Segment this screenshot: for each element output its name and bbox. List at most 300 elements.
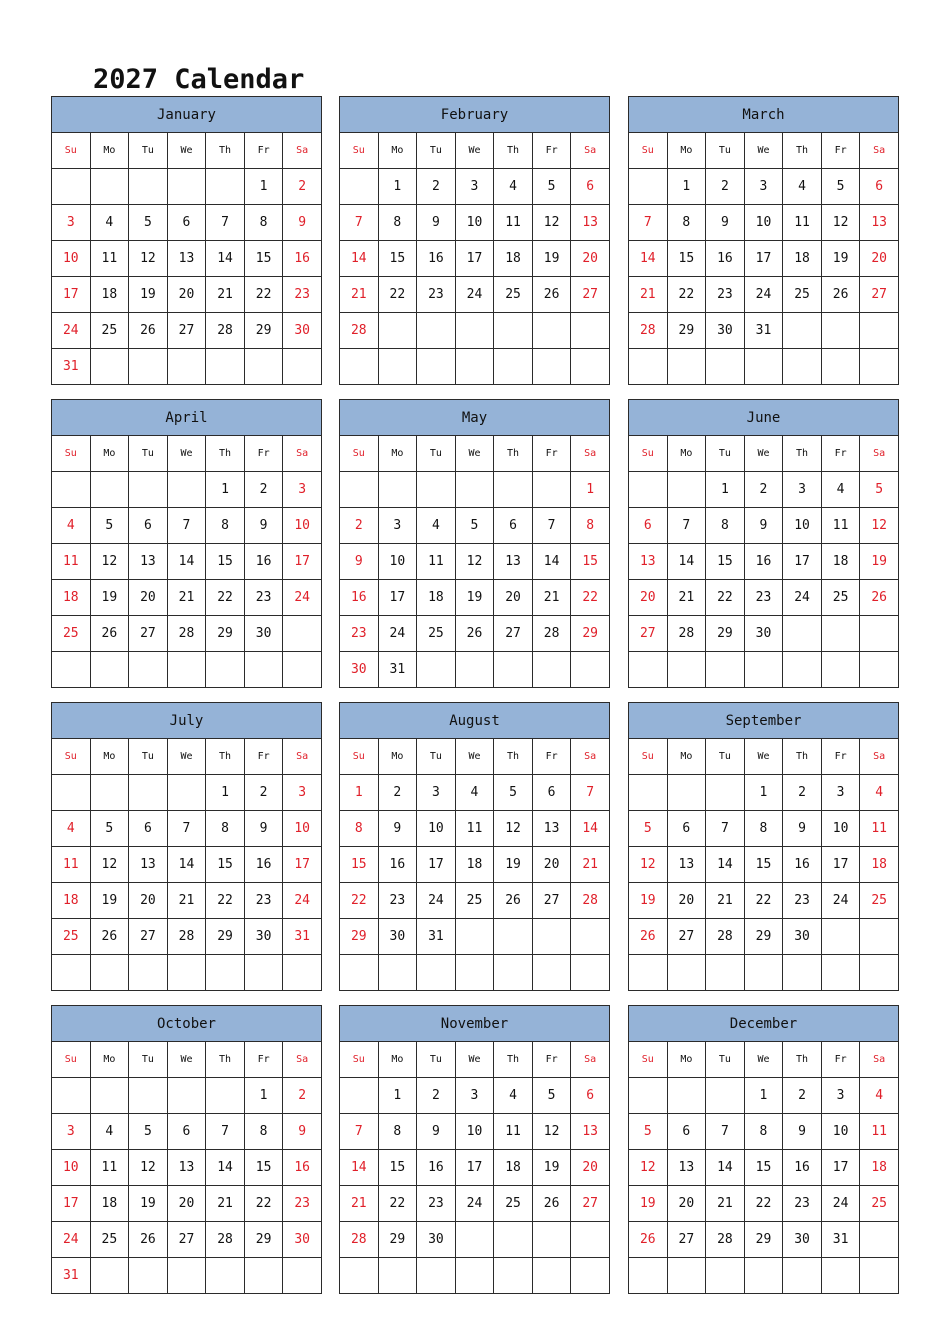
day-cell: 9 bbox=[783, 811, 822, 847]
weekday-label: Sa bbox=[571, 739, 610, 775]
month-name: April bbox=[52, 400, 322, 436]
weekday-label: Th bbox=[494, 1042, 533, 1078]
day-cell: 6 bbox=[167, 205, 206, 241]
day-cell: 22 bbox=[378, 1186, 417, 1222]
weekday-label: We bbox=[455, 133, 494, 169]
weekday-label: We bbox=[167, 133, 206, 169]
day-cell: 23 bbox=[744, 580, 783, 616]
day-cell: 16 bbox=[340, 580, 379, 616]
week-row bbox=[629, 919, 899, 955]
day-cell: 16 bbox=[378, 847, 417, 883]
empty-cell bbox=[455, 1222, 494, 1258]
empty-cell bbox=[417, 313, 456, 349]
week-row bbox=[340, 205, 610, 241]
empty-cell bbox=[860, 919, 899, 955]
day-cell: 11 bbox=[417, 544, 456, 580]
day-cell: 8 bbox=[244, 205, 283, 241]
month-july bbox=[51, 702, 322, 987]
day-cell: 8 bbox=[744, 811, 783, 847]
day-cell: 5 bbox=[629, 1114, 668, 1150]
weekday-label: Su bbox=[52, 133, 91, 169]
weekday-label: Tu bbox=[417, 436, 456, 472]
month-march bbox=[628, 96, 899, 381]
empty-cell bbox=[206, 955, 245, 991]
day-cell: 11 bbox=[860, 1114, 899, 1150]
day-cell: 8 bbox=[571, 508, 610, 544]
day-cell: 9 bbox=[706, 205, 745, 241]
empty-cell bbox=[90, 472, 129, 508]
day-cell: 31 bbox=[417, 919, 456, 955]
day-cell: 2 bbox=[244, 775, 283, 811]
day-cell: 15 bbox=[667, 241, 706, 277]
day-cell: 21 bbox=[667, 580, 706, 616]
empty-cell bbox=[532, 313, 571, 349]
empty-cell bbox=[52, 1078, 91, 1114]
week-row bbox=[52, 1078, 322, 1114]
empty-cell bbox=[744, 652, 783, 688]
month-table bbox=[339, 702, 610, 991]
day-cell: 31 bbox=[52, 349, 91, 385]
day-cell: 3 bbox=[283, 472, 322, 508]
week-row bbox=[340, 349, 610, 385]
empty-cell bbox=[283, 349, 322, 385]
week-row bbox=[340, 544, 610, 580]
day-cell: 8 bbox=[667, 205, 706, 241]
empty-cell bbox=[783, 349, 822, 385]
empty-cell bbox=[378, 472, 417, 508]
empty-cell bbox=[860, 313, 899, 349]
day-cell: 15 bbox=[378, 241, 417, 277]
day-cell: 12 bbox=[532, 1114, 571, 1150]
day-cell: 22 bbox=[378, 277, 417, 313]
day-cell: 2 bbox=[783, 775, 822, 811]
day-cell: 1 bbox=[667, 169, 706, 205]
day-cell: 25 bbox=[494, 277, 533, 313]
day-cell: 13 bbox=[532, 811, 571, 847]
day-cell: 28 bbox=[706, 1222, 745, 1258]
weekday-label: Su bbox=[52, 739, 91, 775]
empty-cell bbox=[629, 349, 668, 385]
day-cell: 26 bbox=[494, 883, 533, 919]
day-cell: 31 bbox=[52, 1258, 91, 1294]
weekday-label: Th bbox=[206, 1042, 245, 1078]
day-cell: 19 bbox=[90, 883, 129, 919]
empty-cell bbox=[455, 652, 494, 688]
day-cell: 1 bbox=[378, 1078, 417, 1114]
day-cell: 1 bbox=[706, 472, 745, 508]
day-cell: 10 bbox=[52, 1150, 91, 1186]
weekday-label: Tu bbox=[129, 739, 168, 775]
day-cell: 3 bbox=[744, 169, 783, 205]
day-cell: 12 bbox=[90, 847, 129, 883]
weekday-label: Su bbox=[52, 1042, 91, 1078]
empty-cell bbox=[494, 472, 533, 508]
day-cell: 24 bbox=[378, 616, 417, 652]
weekday-label: Sa bbox=[283, 1042, 322, 1078]
month-table bbox=[51, 96, 322, 385]
day-cell: 19 bbox=[129, 277, 168, 313]
day-cell: 16 bbox=[706, 241, 745, 277]
weekday-label: Sa bbox=[283, 133, 322, 169]
week-row bbox=[629, 1222, 899, 1258]
empty-cell bbox=[629, 955, 668, 991]
week-row bbox=[52, 1258, 322, 1294]
empty-cell bbox=[455, 349, 494, 385]
week-row bbox=[52, 1222, 322, 1258]
day-cell: 7 bbox=[167, 811, 206, 847]
empty-cell bbox=[706, 349, 745, 385]
day-cell: 15 bbox=[571, 544, 610, 580]
weekday-label: Mo bbox=[90, 133, 129, 169]
day-cell: 23 bbox=[283, 1186, 322, 1222]
day-cell: 3 bbox=[417, 775, 456, 811]
weekday-label: Th bbox=[494, 133, 533, 169]
empty-cell bbox=[90, 1078, 129, 1114]
day-cell: 13 bbox=[167, 1150, 206, 1186]
day-cell: 21 bbox=[706, 883, 745, 919]
week-row bbox=[629, 883, 899, 919]
day-cell: 16 bbox=[417, 241, 456, 277]
day-cell: 7 bbox=[206, 205, 245, 241]
day-cell: 31 bbox=[283, 919, 322, 955]
empty-cell bbox=[629, 1078, 668, 1114]
weekday-label: Mo bbox=[378, 739, 417, 775]
day-cell: 25 bbox=[783, 277, 822, 313]
day-cell: 5 bbox=[129, 1114, 168, 1150]
day-cell: 1 bbox=[744, 1078, 783, 1114]
week-row bbox=[629, 277, 899, 313]
weekday-label: Su bbox=[340, 1042, 379, 1078]
day-cell: 9 bbox=[244, 811, 283, 847]
month-november bbox=[339, 1005, 610, 1290]
empty-cell bbox=[129, 955, 168, 991]
empty-cell bbox=[571, 349, 610, 385]
day-cell: 6 bbox=[167, 1114, 206, 1150]
weekday-label: Fr bbox=[821, 739, 860, 775]
day-cell: 20 bbox=[532, 847, 571, 883]
day-cell: 22 bbox=[340, 883, 379, 919]
weekday-label: Sa bbox=[283, 436, 322, 472]
day-cell: 8 bbox=[206, 811, 245, 847]
day-cell: 5 bbox=[90, 508, 129, 544]
day-cell: 9 bbox=[378, 811, 417, 847]
week-row bbox=[52, 349, 322, 385]
day-cell: 17 bbox=[283, 847, 322, 883]
day-cell: 24 bbox=[744, 277, 783, 313]
day-cell: 9 bbox=[783, 1114, 822, 1150]
day-cell: 29 bbox=[706, 616, 745, 652]
day-cell: 18 bbox=[494, 1150, 533, 1186]
day-cell: 26 bbox=[629, 1222, 668, 1258]
day-cell: 14 bbox=[706, 847, 745, 883]
day-cell: 30 bbox=[378, 919, 417, 955]
day-cell: 4 bbox=[52, 811, 91, 847]
day-cell: 16 bbox=[244, 847, 283, 883]
empty-cell bbox=[378, 313, 417, 349]
empty-cell bbox=[494, 652, 533, 688]
day-cell: 4 bbox=[417, 508, 456, 544]
day-cell: 2 bbox=[744, 472, 783, 508]
week-row bbox=[340, 241, 610, 277]
week-row bbox=[629, 349, 899, 385]
day-cell: 17 bbox=[417, 847, 456, 883]
empty-cell bbox=[417, 472, 456, 508]
day-cell: 9 bbox=[244, 508, 283, 544]
day-cell: 5 bbox=[129, 205, 168, 241]
weekday-label: Tu bbox=[706, 133, 745, 169]
weekday-label: Su bbox=[629, 436, 668, 472]
week-row bbox=[340, 472, 610, 508]
day-cell: 6 bbox=[129, 508, 168, 544]
empty-cell bbox=[52, 472, 91, 508]
week-row bbox=[629, 1078, 899, 1114]
day-cell: 16 bbox=[783, 1150, 822, 1186]
empty-cell bbox=[706, 775, 745, 811]
empty-cell bbox=[860, 955, 899, 991]
day-cell: 27 bbox=[667, 919, 706, 955]
day-cell: 26 bbox=[129, 1222, 168, 1258]
empty-cell bbox=[129, 472, 168, 508]
week-row bbox=[52, 241, 322, 277]
day-cell: 12 bbox=[129, 1150, 168, 1186]
month-table bbox=[51, 399, 322, 688]
month-name: January bbox=[52, 97, 322, 133]
day-cell: 6 bbox=[532, 775, 571, 811]
day-cell: 13 bbox=[167, 241, 206, 277]
day-cell: 23 bbox=[283, 277, 322, 313]
day-cell: 23 bbox=[706, 277, 745, 313]
weekday-label: We bbox=[455, 1042, 494, 1078]
weekday-label: Su bbox=[340, 133, 379, 169]
empty-cell bbox=[455, 955, 494, 991]
empty-cell bbox=[571, 955, 610, 991]
empty-cell bbox=[494, 1222, 533, 1258]
day-cell: 15 bbox=[206, 847, 245, 883]
empty-cell bbox=[860, 349, 899, 385]
month-name: September bbox=[629, 703, 899, 739]
week-row bbox=[340, 616, 610, 652]
day-cell: 4 bbox=[860, 1078, 899, 1114]
empty-cell bbox=[206, 1078, 245, 1114]
day-cell: 10 bbox=[378, 544, 417, 580]
day-cell: 22 bbox=[206, 883, 245, 919]
weekday-label: We bbox=[744, 133, 783, 169]
weekday-label: Mo bbox=[378, 1042, 417, 1078]
empty-cell bbox=[494, 955, 533, 991]
week-row bbox=[340, 508, 610, 544]
empty-cell bbox=[206, 349, 245, 385]
day-cell: 3 bbox=[455, 169, 494, 205]
empty-cell bbox=[629, 652, 668, 688]
week-row bbox=[629, 775, 899, 811]
weekday-label: Fr bbox=[244, 1042, 283, 1078]
empty-cell bbox=[667, 349, 706, 385]
empty-cell bbox=[206, 169, 245, 205]
empty-cell bbox=[571, 1222, 610, 1258]
weekday-label: Tu bbox=[417, 739, 456, 775]
empty-cell bbox=[629, 775, 668, 811]
month-table bbox=[628, 96, 899, 385]
day-cell: 24 bbox=[455, 277, 494, 313]
empty-cell bbox=[283, 1258, 322, 1294]
day-cell: 15 bbox=[206, 544, 245, 580]
empty-cell bbox=[167, 169, 206, 205]
weekday-label: Su bbox=[629, 1042, 668, 1078]
day-cell: 24 bbox=[283, 883, 322, 919]
day-cell: 3 bbox=[283, 775, 322, 811]
day-cell: 4 bbox=[90, 205, 129, 241]
weekday-label: Fr bbox=[532, 1042, 571, 1078]
week-row bbox=[629, 811, 899, 847]
day-cell: 17 bbox=[52, 277, 91, 313]
day-cell: 15 bbox=[340, 847, 379, 883]
month-name: May bbox=[340, 400, 610, 436]
day-cell: 23 bbox=[244, 883, 283, 919]
day-cell: 20 bbox=[667, 883, 706, 919]
week-row bbox=[52, 847, 322, 883]
day-cell: 4 bbox=[783, 169, 822, 205]
day-cell: 10 bbox=[52, 241, 91, 277]
day-cell: 25 bbox=[455, 883, 494, 919]
day-cell: 4 bbox=[821, 472, 860, 508]
empty-cell bbox=[667, 1258, 706, 1294]
day-cell: 10 bbox=[455, 1114, 494, 1150]
week-row bbox=[52, 472, 322, 508]
empty-cell bbox=[90, 349, 129, 385]
empty-cell bbox=[90, 652, 129, 688]
day-cell: 12 bbox=[129, 241, 168, 277]
day-cell: 21 bbox=[340, 277, 379, 313]
empty-cell bbox=[206, 1258, 245, 1294]
day-cell: 18 bbox=[52, 580, 91, 616]
empty-cell bbox=[90, 169, 129, 205]
week-row bbox=[629, 205, 899, 241]
day-cell: 21 bbox=[629, 277, 668, 313]
day-cell: 14 bbox=[167, 544, 206, 580]
day-cell: 2 bbox=[783, 1078, 822, 1114]
day-cell: 27 bbox=[532, 883, 571, 919]
day-cell: 22 bbox=[744, 1186, 783, 1222]
day-cell: 29 bbox=[340, 919, 379, 955]
day-cell: 26 bbox=[455, 616, 494, 652]
day-cell: 26 bbox=[532, 277, 571, 313]
week-row bbox=[629, 652, 899, 688]
day-cell: 22 bbox=[744, 883, 783, 919]
day-cell: 11 bbox=[821, 508, 860, 544]
day-cell: 7 bbox=[571, 775, 610, 811]
day-cell: 1 bbox=[206, 775, 245, 811]
week-row bbox=[52, 811, 322, 847]
empty-cell bbox=[783, 616, 822, 652]
day-cell: 16 bbox=[417, 1150, 456, 1186]
weekday-label: We bbox=[455, 436, 494, 472]
empty-cell bbox=[90, 1258, 129, 1294]
day-cell: 23 bbox=[417, 1186, 456, 1222]
day-cell: 26 bbox=[90, 919, 129, 955]
day-cell: 1 bbox=[244, 1078, 283, 1114]
weekday-label: Th bbox=[783, 739, 822, 775]
day-cell: 14 bbox=[206, 241, 245, 277]
day-cell: 8 bbox=[744, 1114, 783, 1150]
day-cell: 5 bbox=[629, 811, 668, 847]
weekday-label: Fr bbox=[532, 739, 571, 775]
day-cell: 13 bbox=[667, 1150, 706, 1186]
weekday-label: Tu bbox=[129, 1042, 168, 1078]
day-cell: 18 bbox=[860, 1150, 899, 1186]
week-row bbox=[629, 241, 899, 277]
empty-cell bbox=[455, 919, 494, 955]
empty-cell bbox=[455, 1258, 494, 1294]
empty-cell bbox=[532, 1258, 571, 1294]
week-row bbox=[629, 1186, 899, 1222]
day-cell: 26 bbox=[860, 580, 899, 616]
month-table bbox=[628, 1005, 899, 1294]
day-cell: 31 bbox=[821, 1222, 860, 1258]
day-cell: 2 bbox=[244, 472, 283, 508]
weekday-label: We bbox=[744, 739, 783, 775]
day-cell: 26 bbox=[821, 277, 860, 313]
empty-cell bbox=[860, 652, 899, 688]
day-cell: 6 bbox=[860, 169, 899, 205]
empty-cell bbox=[744, 1258, 783, 1294]
week-row bbox=[340, 775, 610, 811]
weekday-label: Su bbox=[340, 436, 379, 472]
day-cell: 8 bbox=[706, 508, 745, 544]
weekday-label: Mo bbox=[667, 1042, 706, 1078]
day-cell: 10 bbox=[455, 205, 494, 241]
day-cell: 17 bbox=[378, 580, 417, 616]
day-cell: 4 bbox=[860, 775, 899, 811]
day-cell: 6 bbox=[129, 811, 168, 847]
day-cell: 23 bbox=[783, 1186, 822, 1222]
week-row bbox=[629, 544, 899, 580]
day-cell: 26 bbox=[129, 313, 168, 349]
empty-cell bbox=[417, 652, 456, 688]
weekday-label: Mo bbox=[90, 739, 129, 775]
weekday-label: Sa bbox=[571, 436, 610, 472]
day-cell: 17 bbox=[744, 241, 783, 277]
month-table bbox=[628, 399, 899, 688]
empty-cell bbox=[821, 919, 860, 955]
empty-cell bbox=[706, 955, 745, 991]
week-row bbox=[340, 955, 610, 991]
day-cell: 1 bbox=[244, 169, 283, 205]
month-name: December bbox=[629, 1006, 899, 1042]
day-cell: 8 bbox=[206, 508, 245, 544]
empty-cell bbox=[744, 349, 783, 385]
weekday-label: Su bbox=[629, 739, 668, 775]
day-cell: 28 bbox=[167, 616, 206, 652]
month-name: November bbox=[340, 1006, 610, 1042]
day-cell: 22 bbox=[244, 277, 283, 313]
empty-cell bbox=[821, 652, 860, 688]
day-cell: 1 bbox=[340, 775, 379, 811]
day-cell: 25 bbox=[90, 313, 129, 349]
day-cell: 15 bbox=[244, 241, 283, 277]
day-cell: 4 bbox=[455, 775, 494, 811]
day-cell: 25 bbox=[860, 883, 899, 919]
week-row bbox=[52, 313, 322, 349]
day-cell: 14 bbox=[571, 811, 610, 847]
week-row bbox=[629, 847, 899, 883]
month-may bbox=[339, 399, 610, 684]
weekday-label: Sa bbox=[571, 1042, 610, 1078]
empty-cell bbox=[340, 169, 379, 205]
day-cell: 13 bbox=[629, 544, 668, 580]
empty-cell bbox=[629, 1258, 668, 1294]
empty-cell bbox=[821, 955, 860, 991]
empty-cell bbox=[417, 955, 456, 991]
